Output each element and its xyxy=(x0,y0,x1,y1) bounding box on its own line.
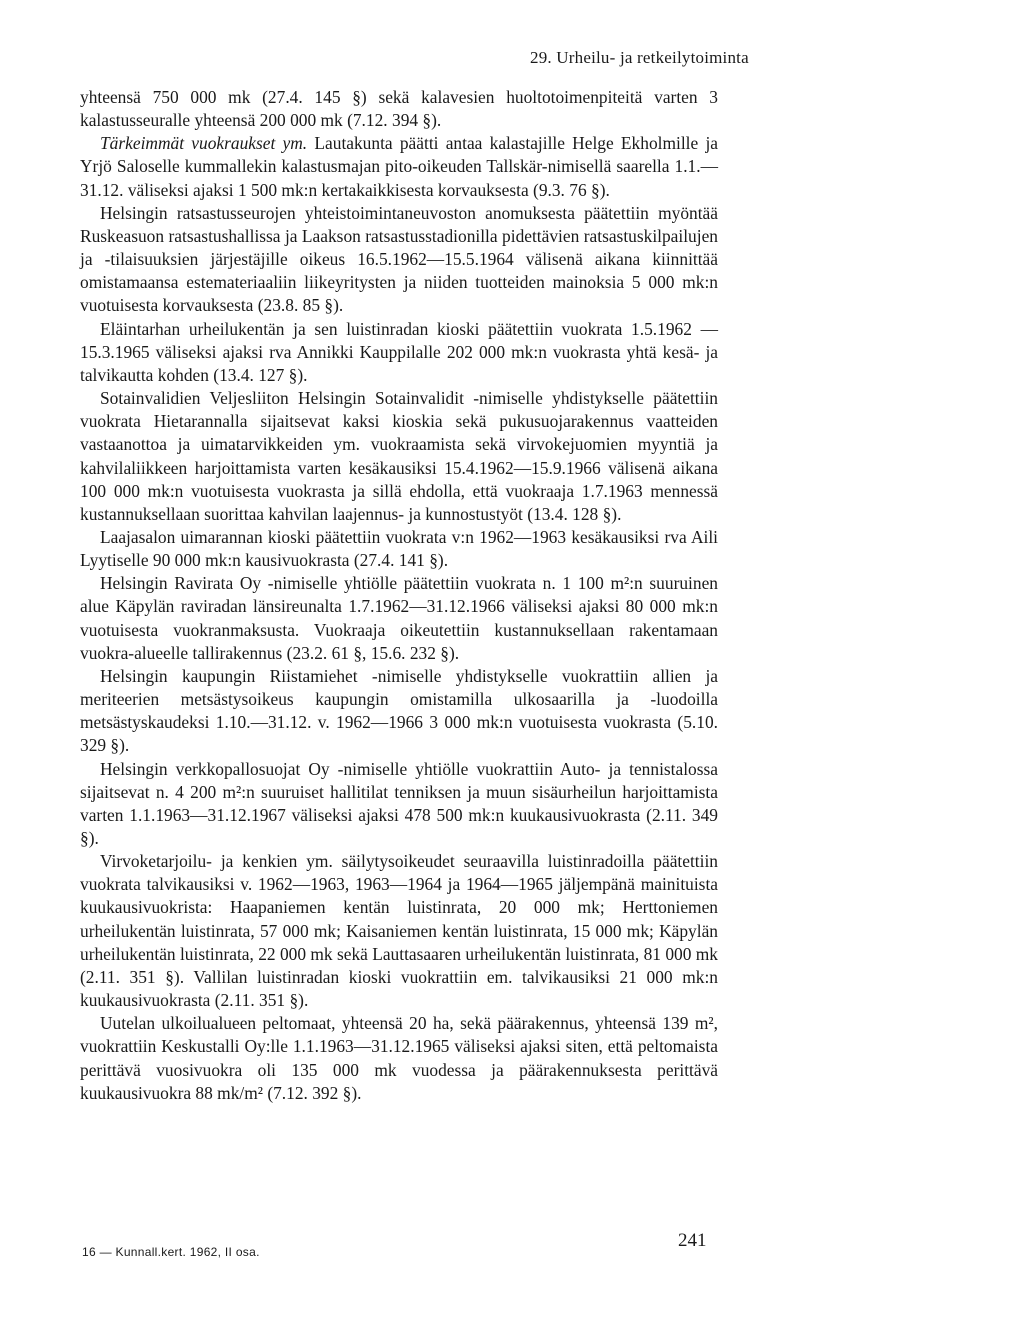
printer-signature: 16 — Kunnall.kert. 1962, II osa. xyxy=(82,1245,260,1259)
running-header: 29. Urheilu- ja retkeilytoiminta xyxy=(530,48,749,67)
paragraph: Helsingin ratsastusseurojen yhteistoimintaneuvoston anomuksesta päätettiin myöntää Ruskeasuon ratsastushallissa ja Laakson ratsastusstadionilla pidettävien ratsastuskilpailujen ja -tilaisuuksien järjestäjille oikeus 16.5.1962—15.5.1964 välisenä aikana kiinnittää omistamaansa estemateriaaliin liikeyritysten ja niiden tuotteiden mainoksia 5 000 mk:n vuotuisesta korvauksesta (23.8. 85 §). xyxy=(80,202,718,316)
paragraph: Uutelan ulkoilualueen peltomaat, yhteensä 20 ha, sekä päärakennus, yhteensä 139 m², vuokrattiin Keskustalli Oy:lle 1.1.1963—31.12.1965 väliseksi ajaksi siten, että peltomaista perittävä vuosivuokra oli 135 000 mk vuodessa ja päärakennuksesta perittävä kuukausivuokra 88 mk/m² (7.12. 392 §). xyxy=(80,1013,718,1103)
paragraph-text: Lautakunta päätti antaa kalastajille Helge Ekholmille ja Yrjö Saloselle kummallekin kalastusmajan pito-oikeuden Tallskär-nimisellä saarella 1.1.—31.12. väliseksi ajaksi 1 500 mk:n kertakaikkisesta korvauksesta (9.3. 76 §). xyxy=(80,133,718,200)
section-heading: Tärkeimmät vuokraukset ym. xyxy=(100,133,308,154)
page-number: 241 xyxy=(678,1230,707,1251)
body-text xyxy=(80,86,718,1105)
paragraph: Helsingin Ravirata Oy -nimiselle yhtiölle päätettiin vuokrata n. 1 100 m²:n suuruinen alue Käpylän raviradan länsireunalta 1.7.1962—31.12.1966 väliseksi ajaksi 80 000 mk:n vuotuisesta vuokranmaksusta. Vuokraaja oikeutettiin kustannuksellaan rakentamaan vuokra-alueelle tallirakennus (23.2. 61 §, 15.6. 232 §). xyxy=(80,573,718,663)
paragraph: Virvoketarjoilu- ja kenkien ym. säilytysoikeudet seuraavilla luistinradoilla päätettiin vuokrata talvikausiksi v. 1962—1963, 1963—1964 ja 1964—1965 jäljempänä mainituista kuukausivuokrista: Haapaniemen kentän luistinrata, 20 000 mk; Herttoniemen urheilukentän luistinrata, 57 000 mk; Kaisaniemen kentän luistinrata, 15 000 mk; Käpylän urheilukentän luistinrata, 22 000 mk sekä Lauttasaaren urheilukentän luistinrata, 81 000 mk (2.11. 351 §). Vallilan luistinradan kioski vuokrattiin em. talvikausiksi 21 000 mk:n kuukausivuokrasta (2.11. 351 §). xyxy=(80,851,718,1011)
paragraph-continuation: yhteensä 750 000 mk (27.4. 145 §) sekä kalavesien huoltotoimenpiteitä varten 3 kalastusseuralle yhteensä 200 000 mk (7.12. 394 §). xyxy=(80,87,718,131)
paragraph: Helsingin verkkopallosuojat Oy -nimiselle yhtiölle vuokrattiin Auto- ja tennistalossa sijaitsevat n. 4 200 m²:n suuruiset hallitilat tenniksen ja muun sisäurheilun harjoittamista varten 1.1.1963—31.12.1967 väliseksi ajaksi 478 500 mk:n kuukausivuokrasta (2.11. 349 §). xyxy=(80,758,718,848)
paragraph: Eläintarhan urheilukentän ja sen luistinradan kioski päätettiin vuokrata 1.5.1962 —15.3.1965 väliseksi ajaksi rva Annikki Kauppilalle 202 000 mk:n vuokrasta yhtä kesä- ja talvikautta kohden (13.4. 127 §). xyxy=(80,318,718,385)
paragraph: Sotainvalidien Veljesliiton Helsingin Sotainvalidit -nimiselle yhdistykselle päätettiin vuokrata Hietarannalla sijaitsevat kaksi kioskia sekä pukusuojarakennus vaatteiden vastaanottoa ja uimatarvikkeiden ym. vuokraamista sekä virvokejuomien myyntiä ja kahvilaliikkeen harjoittamista varten kesäkausiksi 15.4.1962—15.9.1966 välisenä aikana 100 000 mk:n vuotuisesta vuokrasta ja sillä ehdolla, että vuokraaja 1.7.1963 mennessä kustannuksellaan suorittaa kahvilan laajennus- ja kunnostustyöt (13.4. 128 §). xyxy=(80,388,718,524)
paragraph: Laajasalon uimarannan kioski päätettiin vuokrata v:n 1962—1963 kesäkausiksi rva Aili Lyytiselle 90 000 mk:n kausivuokrasta (27.4. 141 §). xyxy=(80,526,718,571)
paragraph-leases xyxy=(80,132,718,201)
paragraph: Helsingin kaupungin Riistamiehet -nimiselle yhdistykselle vuokrattiin allien ja meriteerien metsästysoikeus kaupungin omistamilla ulkosaarilla ja -luodoilla metsästyskaudeksi 1.10.—31.12. v. 1962—1966 3 000 mk:n vuotuisesta vuokrasta (5.10. 329 §). xyxy=(80,665,718,756)
